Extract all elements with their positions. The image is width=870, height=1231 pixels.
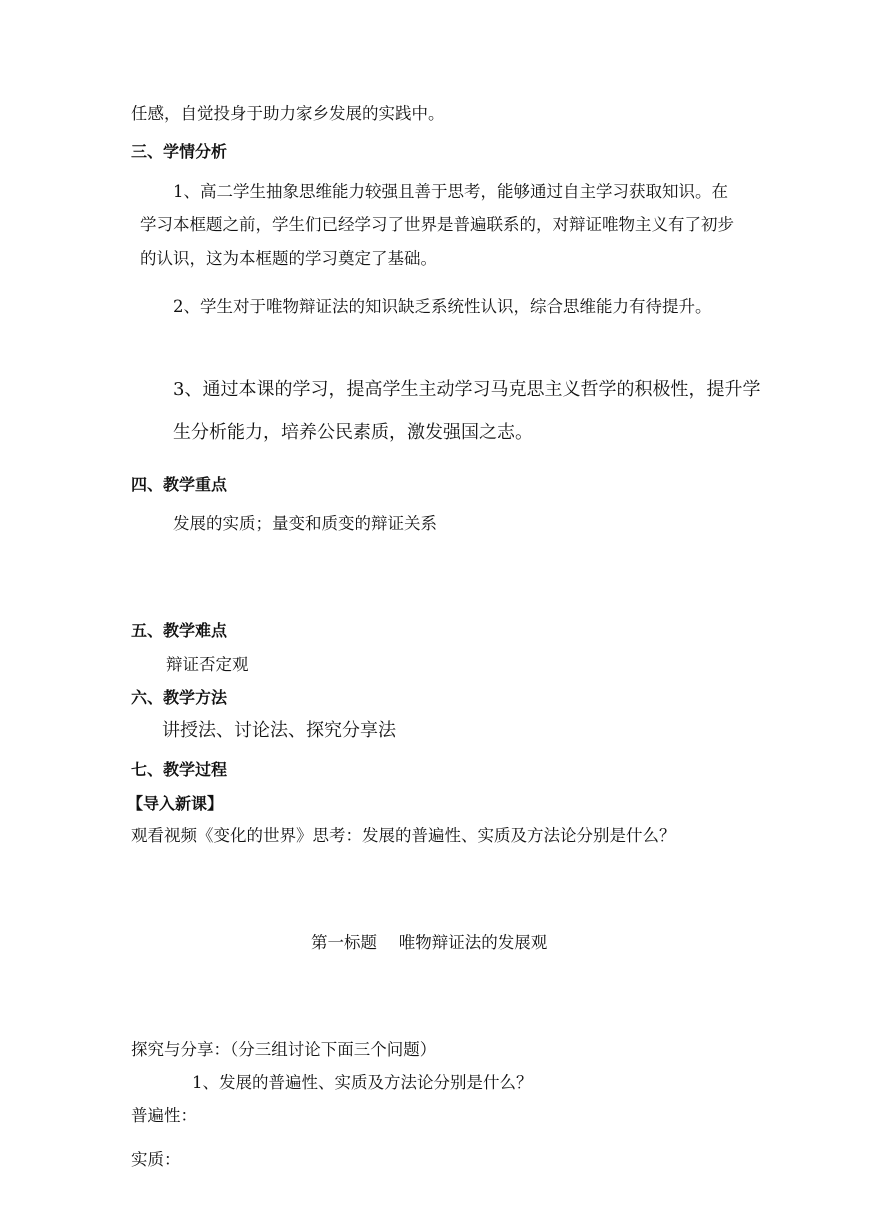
paragraph-line: 的认识，这为本框题的学习奠定了基础。 xyxy=(140,249,437,268)
section-title: 第一标题 唯物辩证法的发展观 xyxy=(311,933,548,952)
paragraph-line: 生分析能力，培养公民素质，激发强国之志。 xyxy=(173,422,533,443)
section-heading-process: 七、教学过程 xyxy=(131,760,228,779)
question-item: 1、发展的普遍性、实质及方法论分别是什么？ xyxy=(192,1073,533,1092)
intro-heading: 【导入新课】 xyxy=(127,794,224,813)
essence-label: 实质： xyxy=(131,1150,181,1169)
methods-text: 讲授法、讨论法、探究分享法 xyxy=(162,720,396,741)
section-heading-difficulty: 五、教学难点 xyxy=(131,621,228,640)
text-line: 任感，自觉投身于助力家乡发展的实践中。 xyxy=(131,104,445,123)
explore-text: 探究与分享：（分三组讨论下面三个问题） xyxy=(131,1040,437,1059)
intro-text: 观看视频《变化的世界》思考：发展的普遍性、实质及方法论分别是什么？ xyxy=(131,826,676,845)
universality-label: 普遍性： xyxy=(131,1106,197,1125)
section-heading-learner-analysis: 三、学情分析 xyxy=(131,142,228,161)
difficulty-text: 辩证否定观 xyxy=(166,655,249,674)
section-heading-methods: 六、教学方法 xyxy=(131,688,228,707)
section-heading-key-points: 四、教学重点 xyxy=(131,475,228,494)
paragraph-line: 学习本框题之前，学生们已经学习了世界是普遍联系的，对辩证唯物主义有了初步 xyxy=(140,215,734,234)
paragraph-line: 3、通过本课的学习，提高学生主动学习马克思主义哲学的积极性，提升学 xyxy=(173,379,761,400)
key-points-text: 发展的实质；量变和质变的辩证关系 xyxy=(173,514,437,533)
paragraph-line: 1、高二学生抽象思维能力较强且善于思考，能够通过自主学习获取知识。在 xyxy=(173,182,728,201)
paragraph-line: 2、学生对于唯物辩证法的知识缺乏系统性认识，综合思维能力有待提升。 xyxy=(173,297,712,316)
